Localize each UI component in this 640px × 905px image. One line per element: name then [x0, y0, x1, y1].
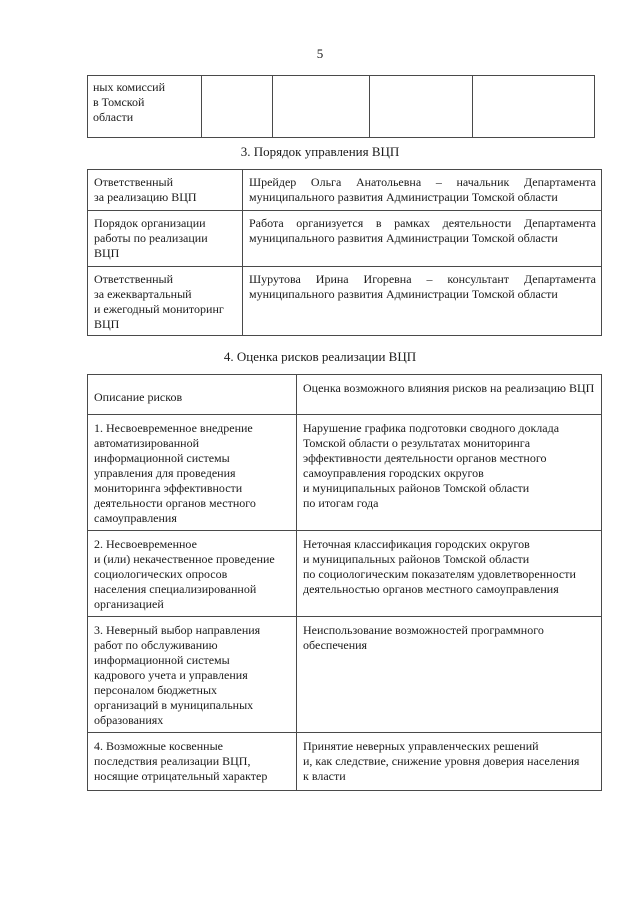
- column-header: Описание рисков: [88, 375, 297, 415]
- row-value: Шурутова Ирина Игоревна – консультант Департамента муниципального развития Администрации Томской области: [243, 267, 602, 336]
- table-row: [88, 733, 602, 791]
- table-row: [88, 76, 595, 138]
- risk-impact: Неточная классификация городских округов и муниципальных районов Томской области по социологическим показателям удовлетворенности деятельностью органов местного самоуправления: [297, 531, 602, 617]
- row-label: Ответственный за реализацию ВЦП: [88, 170, 243, 211]
- column-header: Оценка возможного влияния рисков на реализацию ВЦП: [297, 375, 602, 415]
- management-table: [87, 169, 602, 336]
- table-row: [88, 211, 602, 267]
- table-row: [88, 531, 602, 617]
- table-cell: [473, 76, 595, 138]
- table-cell: ных комиссий в Томской области: [88, 76, 202, 138]
- table-row: [88, 267, 602, 336]
- risk-impact: Нарушение графика подготовки сводного доклада Томской области о результатах мониторинга эффективности деятельности органов местного самоуправления городских округов и муниципальных районов Томской области по итогам года: [297, 415, 602, 531]
- risk-description: 4. Возможные косвенные последствия реализации ВЦП, носящие отрицательный характер: [88, 733, 297, 791]
- table-header-row: [88, 375, 602, 415]
- row-label: Ответственный за ежеквартальный и ежегодный мониторинг ВЦП: [88, 267, 243, 336]
- section-3-heading: 3. Порядок управления ВЦП: [240, 144, 400, 159]
- table-cell: [202, 76, 273, 138]
- table-cell: [370, 76, 473, 138]
- page-number: 5: [316, 46, 324, 61]
- table-cell: [273, 76, 370, 138]
- continued-table: [87, 75, 595, 138]
- section-4-heading: 4. Оценка рисков реализации ВЦП: [223, 349, 417, 364]
- risk-description: 3. Неверный выбор направления работ по обслуживанию информационной системы кадрового учета и управления персоналом бюджетных организаций в муниципальных образованиях: [88, 617, 297, 733]
- row-value: Работа организуется в рамках деятельности Департамента муниципального развития Администрации Томской области: [243, 211, 602, 267]
- risk-table: [87, 374, 602, 791]
- row-value: Шрейдер Ольга Анатольевна – начальник Департамента муниципального развития Администрации Томской области: [243, 170, 602, 211]
- risk-description: 2. Несвоевременное и (или) некачественное проведение социологических опросов населения специализированной организацией: [88, 531, 297, 617]
- table-row: [88, 617, 602, 733]
- row-label: Порядок организации работы по реализации ВЦП: [88, 211, 243, 267]
- risk-impact: Принятие неверных управленческих решений и, как следствие, снижение уровня доверия населения к власти: [297, 733, 602, 791]
- table-row: [88, 170, 602, 211]
- risk-description: 1. Несвоевременное внедрение автоматизированной информационной системы управления для проведения мониторинга эффективности деятельности органов местного самоуправления: [88, 415, 297, 531]
- risk-impact: Неиспользование возможностей программного обеспечения: [297, 617, 602, 733]
- table-row: [88, 415, 602, 531]
